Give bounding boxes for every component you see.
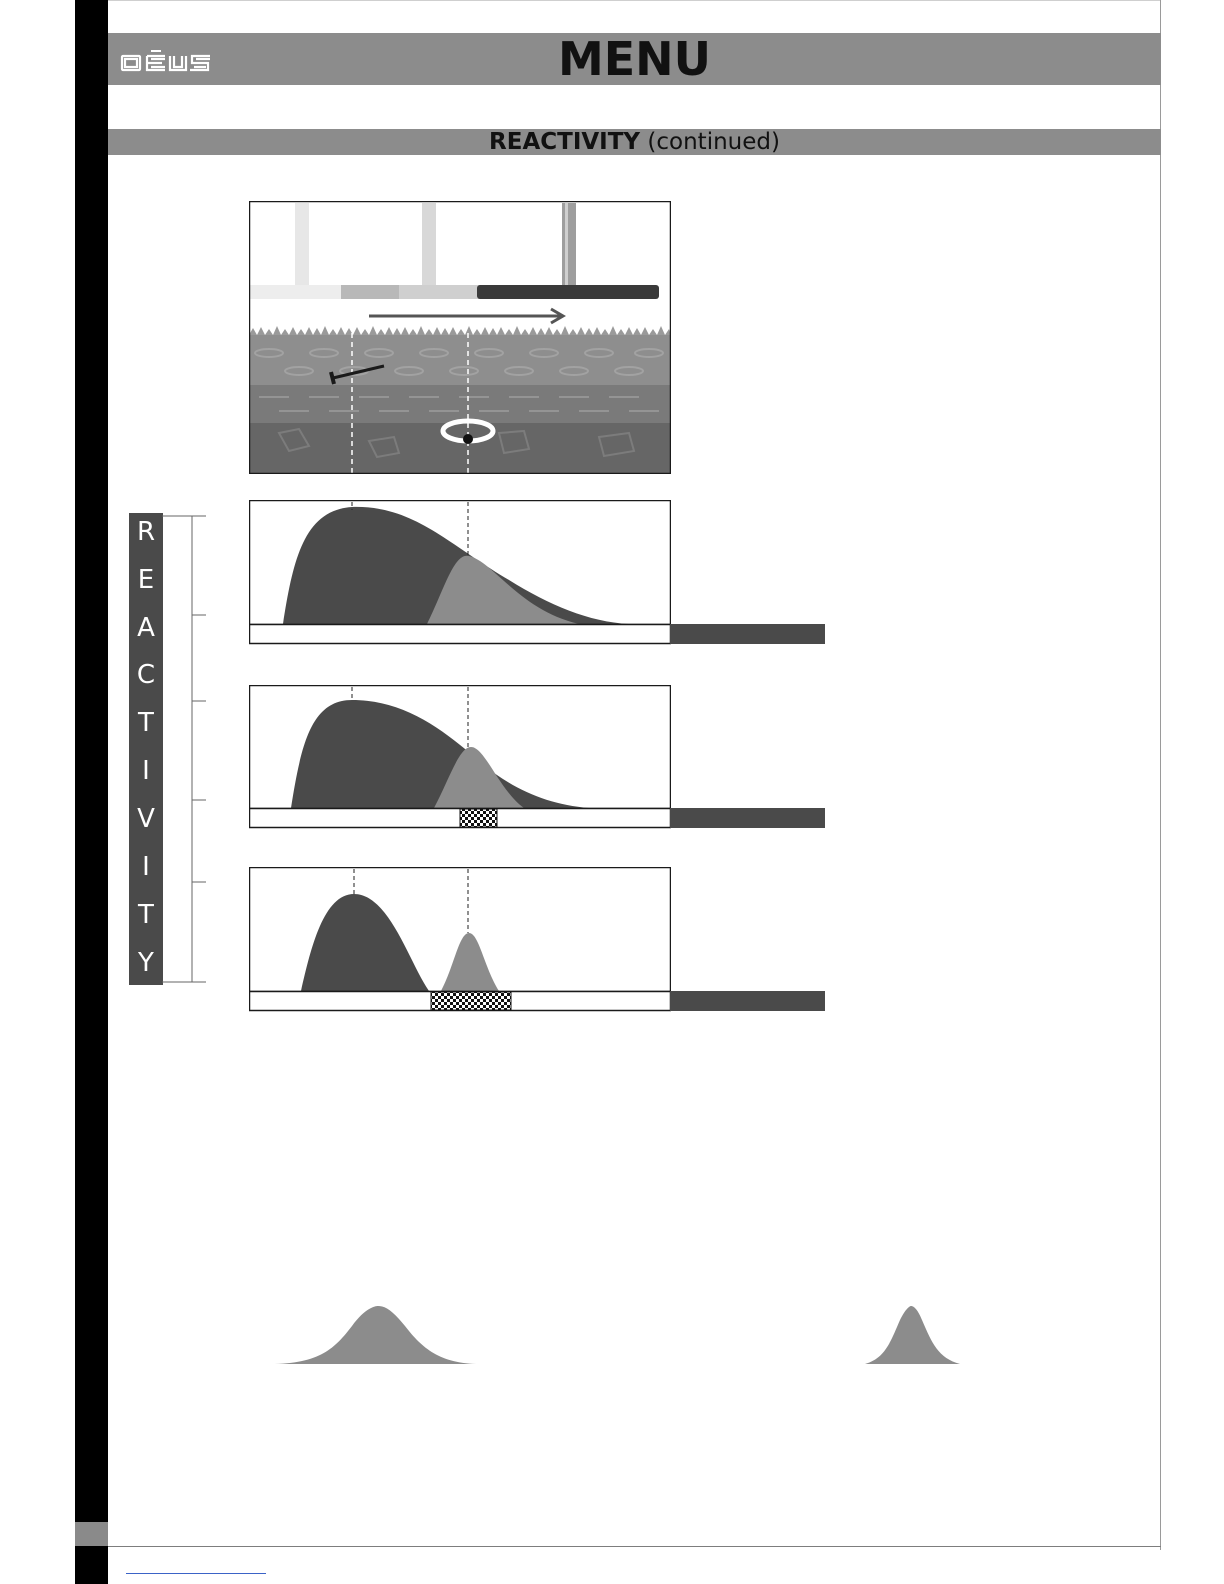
wide-bell-curve: [270, 1306, 480, 1364]
reactivity-letter: E: [137, 565, 155, 595]
search-coil-ghost-2-stem: [422, 203, 436, 287]
search-coil-ghost-1-stem: [295, 203, 309, 287]
signal-graph-low-reactivity: [249, 500, 671, 645]
footer-rule: [108, 1546, 1161, 1547]
reactivity-letter: T: [138, 900, 154, 930]
reactivity-letter: R: [136, 517, 156, 547]
reactivity-letter: Y: [138, 948, 154, 978]
separation-gap-marker: [431, 992, 511, 1010]
reactivity-letter: V: [137, 804, 155, 834]
reactivity-letter: I: [142, 852, 150, 882]
search-coil-stem: [562, 203, 576, 287]
graph-3-output-bar: [670, 991, 825, 1011]
narrow-bell-curve: [865, 1306, 960, 1364]
graph-2-output-bar: [670, 808, 825, 828]
reactivity-letter: T: [138, 708, 154, 738]
right-rule: [1160, 0, 1161, 1550]
bell-curves-illustration: [260, 1298, 980, 1368]
reactivity-letter: I: [142, 756, 150, 786]
page-title: MENU: [557, 32, 712, 86]
reactivity-scale-bracket: [162, 513, 210, 988]
section-title-rest: (continued): [647, 129, 780, 155]
signal-graph-medium-reactivity: [249, 685, 671, 830]
reactivity-letter: C: [136, 660, 156, 690]
search-coil-icon: [477, 285, 659, 299]
separation-bar: [250, 625, 671, 644]
reactivity-letter: A: [137, 613, 155, 643]
reactivity-side-label: [129, 513, 163, 985]
graph-1-output-bar: [670, 624, 825, 644]
top-rule: [108, 0, 1161, 1]
section-title-bold: REACTIVITY: [489, 129, 641, 155]
section-title: [108, 129, 1161, 155]
footer-link-underline: [126, 1573, 266, 1574]
separation-gap-marker: [460, 809, 497, 827]
detector-sweep-illustration: [249, 201, 671, 474]
left-side-bar-page-marker: [75, 1522, 108, 1546]
left-side-bar: [75, 0, 108, 1584]
signal-graph-high-reactivity: [249, 867, 671, 1012]
